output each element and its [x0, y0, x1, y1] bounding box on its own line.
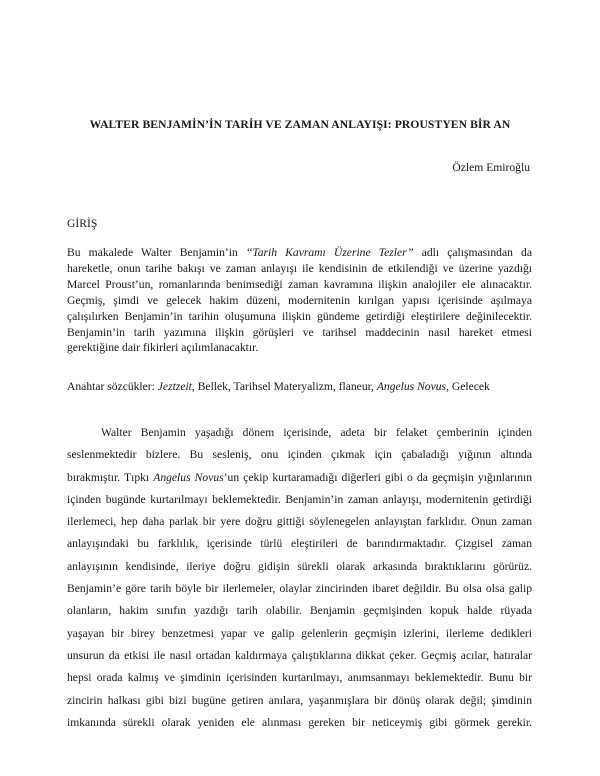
- body-text: bırakmıştır. Tıpkı: [67, 470, 154, 484]
- author-name: Özlem Emiroğlu: [452, 161, 530, 174]
- abstract-text: adlı çalışmasından da: [413, 246, 532, 259]
- keyword-italic: Jeztzeit: [157, 380, 192, 393]
- abstract-paragraph: [67, 245, 532, 356]
- body-line: unsurun da etkisi ile nasıl ortadan kaldırmaya çalıştıklarına dikkat çeker. Geçmiş acılar, hatıralar: [67, 648, 532, 662]
- keywords-label: Anahtar sözcükler:: [67, 380, 158, 393]
- body-line: olanların, hakim sınıfın yazdığı tarih olabilir. Benjamin geçmişinden kopuk halde rüyada: [67, 604, 532, 618]
- abstract-text: Bu makalede Walter Benjamin’in: [67, 246, 246, 259]
- body-line: [67, 467, 532, 489]
- body-line: seslenmektedir bizlere. Bu sesleniş, onu içinden çıkmak için çabaladığı yığının altında: [67, 448, 532, 462]
- body-line: yaşayan bir birey benzetmesi yapar ve galip gelenlerin geçmişin izlerini, ilerleme dedikleri: [67, 626, 532, 640]
- body-italic-term: Angelus Novus: [153, 470, 224, 484]
- body-line: anlayışının kendisinde, ileriye doğru gidişin sürekli olarak arkasında bıraktıklarını görürüz.: [67, 559, 532, 573]
- body-line: hepsi orada kalmış ve şimdinin içerisinden kurtarılmayı, anımsanmayı beklemektedir. Bunu bir: [67, 671, 532, 685]
- body-line: anlayışındaki bu farklılık, içerisinde türlü eleştirileri de barındırmaktadır. Çizgisel zaman: [67, 537, 532, 551]
- abstract-line: Benjamin’in tarih yazımına ilişkin görüşleri ve tarihsel maddecinin nasıl hareket etmesi: [67, 325, 532, 339]
- body-text: ’un çekip kurtaramadığı diğerleri gibi o da geçmişin yığınlarının: [223, 470, 533, 484]
- keyword-italic: Angelus Novus: [376, 380, 447, 393]
- body-line: zincirin halkası gibi bizi bugüne getiren anılara, yaşanmışlara bir dönüş olarak değil; şimdinin: [67, 693, 532, 707]
- abstract-line: Marcel Proust’un, romanlarında benimsediği zaman kavramına ilişkin analojiler ele alınacaktır.: [67, 277, 532, 291]
- body-line: Walter Benjamin yaşadığı dönem içerisinde, adeta bir felaket çemberinin içinden: [101, 426, 532, 439]
- keywords-line: [67, 380, 490, 393]
- abstract-line: hareketle, onun tarihe bakışı ve zaman anlayışı ile kendisinin de etkilendiği ve üzerine yazdığı: [67, 261, 532, 275]
- abstract-line: gerektiğine dair fikirleri açılımlanacaktır.: [67, 341, 259, 355]
- body-line: Benjamin’e göre tarih böyle bir ilerlemeler, olaylar zincirinden ibaret değildir. Bu olsa olsa galip: [67, 582, 532, 596]
- keywords-text: , Bellek, Tarihsel Materyalizm, flaneur,: [191, 380, 377, 393]
- abstract-work-title: ‘‘Tarih Kavramı Üzerine Tezler’’: [245, 246, 414, 259]
- abstract-line: Geçmiş, şimdi ve gelecek hakim düzeni, modernitenin kırılgan yapısı içerisinde aşılmaya: [67, 293, 532, 307]
- abstract-line: [67, 245, 532, 261]
- body-line: imkanında sürekli olarak yeniden ele alınması gereken bir neticeymiş gibi görmek gerekir.: [67, 715, 532, 729]
- body-line: ilerlemeci, hep daha parlak bir yere doğru gittiği söylenegelen anlayıştan farklıdır. Onun zaman: [67, 515, 532, 529]
- section-heading: GİRİŞ: [67, 217, 98, 230]
- abstract-line: çalışılırken Benjamin’in tarihin oluşumuna ilişkin gündeme getirdiği eleştirilere değinilecektir.: [67, 309, 532, 323]
- body-paragraph: [67, 422, 532, 734]
- keywords-text: , Gelecek: [446, 380, 490, 393]
- body-line: içinden bugünde kurtarılmayı beklemektedir. Benjamin’in zaman anlayışı, modernitenin getirdiği: [67, 492, 532, 506]
- document-title: WALTER BENJAMİN’İN TARİH VE ZAMAN ANLAYIŞI: PROUSTYEN BİR AN: [89, 118, 511, 131]
